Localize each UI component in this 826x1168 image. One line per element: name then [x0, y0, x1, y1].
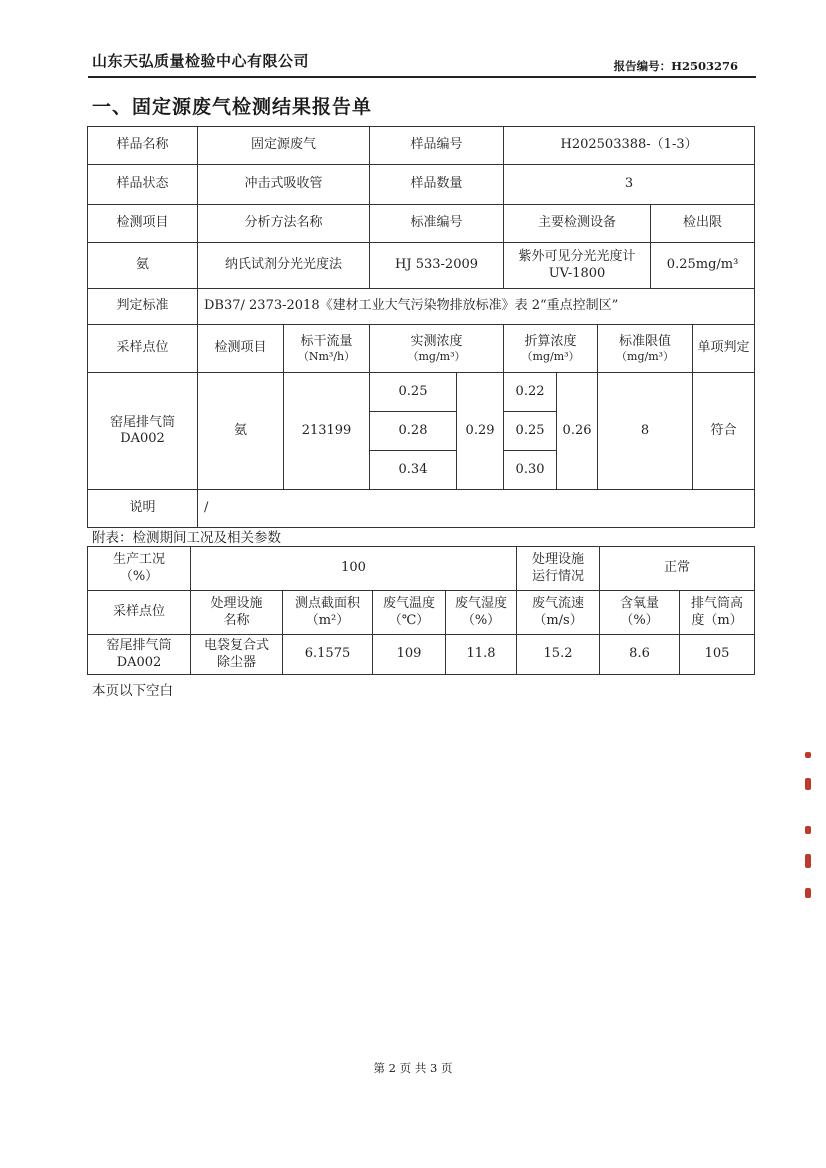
- h-flow-line2: （Nm³/h）: [297, 349, 356, 363]
- sample-qty-label: 样品数量: [370, 165, 504, 205]
- a-h-height-line1: 排气筒高: [691, 596, 744, 612]
- company-name: 山东天弘质量检验中心有限公司: [92, 52, 310, 70]
- measured-1: 0.25: [370, 373, 457, 412]
- seal-edge-marks: [802, 752, 816, 912]
- report-number: [614, 58, 738, 74]
- seal-mark: [805, 826, 811, 834]
- a-h-oxygen: [600, 591, 680, 635]
- a-facility-line2: 除尘器: [216, 654, 256, 670]
- sampling-point: [88, 373, 198, 490]
- a-h-oxygen-line1: 含氧量: [620, 596, 660, 612]
- h-converted-line2: （mg/m³）: [521, 349, 580, 363]
- facility-status: 正常: [600, 547, 755, 591]
- a-oxygen: 8.6: [600, 635, 680, 675]
- method-row: [88, 243, 755, 289]
- h-converted-line1: 折算浓度: [524, 333, 577, 349]
- a-h-area-line1: 测点截面积: [294, 596, 360, 612]
- converted-avg: 0.26: [557, 373, 598, 490]
- seal-mark: [805, 888, 811, 898]
- sample-name-label: 样品名称: [88, 127, 198, 165]
- a-h-velocity: [517, 591, 600, 635]
- point-line1: 窑尾排气筒: [109, 414, 175, 430]
- a-h-point: 采样点位: [88, 591, 191, 635]
- page-number: 第 2 页 共 3 页: [373, 1061, 453, 1075]
- flow-value: 213199: [284, 373, 370, 490]
- a-facility-line1: 电袋复合式: [203, 638, 269, 654]
- a-h-oxygen-line2: （%）: [620, 612, 659, 628]
- note: /: [198, 490, 755, 528]
- condition-value: 100: [191, 547, 517, 591]
- annex-table: [87, 546, 755, 675]
- h-converted: [504, 325, 598, 373]
- a-h-facility: [191, 591, 283, 635]
- a-point: [88, 635, 191, 675]
- seal-mark: [805, 752, 811, 758]
- col-item: 检测项目: [88, 205, 198, 243]
- h-limit-line2: （mg/m³）: [616, 349, 675, 363]
- results-table: [87, 126, 755, 528]
- a-h-humidity: [446, 591, 517, 635]
- a-h-temp-line1: 废气温度: [382, 596, 435, 612]
- seal-mark: [805, 854, 811, 868]
- report-number-value: H2503276: [671, 59, 738, 73]
- col-standard: 标准编号: [370, 205, 504, 243]
- annex-header-row: [88, 591, 755, 635]
- equipment-line2: UV-1800: [548, 265, 606, 281]
- a-h-humidity-line1: 废气湿度: [455, 596, 508, 612]
- measured-2: 0.28: [370, 412, 457, 451]
- h-flow: [284, 325, 370, 373]
- seal-mark: [805, 778, 811, 790]
- h-judge: 单项判定: [693, 325, 755, 373]
- col-method: 分析方法名称: [198, 205, 370, 243]
- standard: HJ 533-2009: [370, 243, 504, 289]
- condition-row: [88, 547, 755, 591]
- condition-label-line1: 生产工况: [112, 552, 165, 568]
- detection-limit: 0.25mg/m³: [651, 243, 755, 289]
- a-h-temp: [373, 591, 446, 635]
- col-limit: 检出限: [651, 205, 755, 243]
- h-limit-line1: 标准限值: [619, 333, 672, 349]
- a-facility: [191, 635, 283, 675]
- sample-name: 固定源废气: [198, 127, 370, 165]
- result-header-row: [88, 325, 755, 373]
- annex-title: 附表：检测期间工况及相关参数: [92, 530, 281, 546]
- method-header-row: [88, 205, 755, 243]
- h-limit: [598, 325, 693, 373]
- annex-data-row: [88, 635, 755, 675]
- sample-state-row: [88, 165, 755, 205]
- criterion-label: 判定标准: [88, 289, 198, 325]
- header-divider: [88, 76, 756, 78]
- a-h-area-line2: （m²）: [305, 612, 350, 628]
- condition-label-line2: （%）: [119, 568, 159, 584]
- measured-3: 0.34: [370, 451, 457, 490]
- a-point-line1: 窑尾排气筒: [106, 638, 172, 654]
- a-h-temp-line2: （℃）: [388, 612, 430, 628]
- sample-state-label: 样品状态: [88, 165, 198, 205]
- col-equipment: 主要检测设备: [504, 205, 651, 243]
- sample-qty: 3: [504, 165, 755, 205]
- a-height: 105: [680, 635, 755, 675]
- sample-state: 冲击式吸收管: [198, 165, 370, 205]
- facility-status-label-line2: 运行情况: [532, 568, 585, 584]
- a-h-height-line2: 度（m）: [691, 612, 743, 628]
- a-area: 6.1575: [283, 635, 373, 675]
- converted-1: 0.22: [504, 373, 557, 412]
- a-h-velocity-line2: （m/s）: [533, 612, 583, 628]
- a-h-area: [283, 591, 373, 635]
- sample-name-row: [88, 127, 755, 165]
- sample-no-label: 样品编号: [370, 127, 504, 165]
- point-line2: DA002: [120, 431, 165, 446]
- section-title: 一、固定源废气检测结果报告单: [92, 96, 373, 118]
- a-humidity: 11.8: [446, 635, 517, 675]
- a-h-facility-line2: 名称: [223, 612, 250, 628]
- h-measured: [370, 325, 504, 373]
- h-measured-line1: 实测浓度: [410, 333, 463, 349]
- method: 纳氏试剂分光光度法: [198, 243, 370, 289]
- blank-note: 本页以下空白: [92, 683, 173, 699]
- note-label: 说明: [88, 490, 198, 528]
- sample-no: H202503388-（1-3）: [504, 127, 755, 165]
- a-velocity: 15.2: [517, 635, 600, 675]
- a-point-line2: DA002: [116, 654, 162, 670]
- note-row: [88, 490, 755, 528]
- facility-status-label-line1: 处理设施: [532, 552, 585, 568]
- item: 氨: [88, 243, 198, 289]
- converted-3: 0.30: [504, 451, 557, 490]
- judgement: 符合: [693, 373, 755, 490]
- condition-label: [88, 547, 191, 591]
- equipment-line1: 紫外可见分光光度计: [518, 249, 636, 265]
- a-temperature: 109: [373, 635, 446, 675]
- h-item: 检测项目: [198, 325, 284, 373]
- equipment: [504, 243, 651, 289]
- a-h-height: [680, 591, 755, 635]
- criterion-row: [88, 289, 755, 325]
- a-h-humidity-line2: （%）: [461, 612, 501, 628]
- a-h-velocity-line1: 废气流速: [532, 596, 585, 612]
- result-item: 氨: [198, 373, 284, 490]
- criterion: DB37/ 2373-2018《建材工业大气污染物排放标准》表 2“重点控制区”: [198, 289, 755, 325]
- limit-value: 8: [598, 373, 693, 490]
- report-number-label: 报告编号：: [613, 59, 672, 73]
- a-h-facility-line1: 处理设施: [210, 596, 263, 612]
- converted-2: 0.25: [504, 412, 557, 451]
- h-measured-line2: （mg/m³）: [407, 349, 466, 363]
- result-row: [88, 373, 755, 412]
- h-point: 采样点位: [88, 325, 198, 373]
- h-flow-line1: 标干流量: [300, 333, 353, 349]
- measured-avg: 0.29: [457, 373, 504, 490]
- facility-status-label: [517, 547, 600, 591]
